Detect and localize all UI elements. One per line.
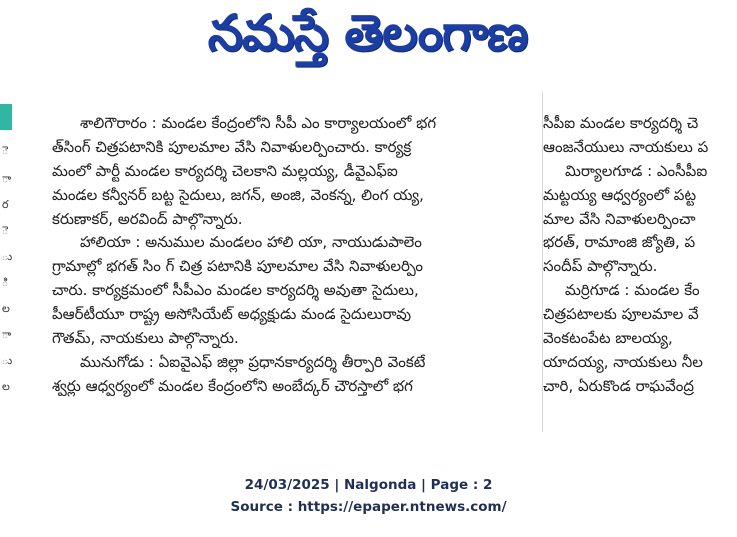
article-line: వెంకటంపేట బాలయ్య, [543,329,673,348]
article-line: పీఆర్‌టీయూ రాష్ట్ర అసోసియేట్ అధ్యక్షుడు మండ సైదులురావు [52,305,412,324]
fragment-glyph: ు [2,354,13,367]
main-article-column [30,86,542,438]
fragment-glyph: ి [2,276,9,289]
article-line: చారు. కార్యక్రమంలో సీపీఎం మండల కార్యదర్శి అవుతా సైదులు, [52,281,419,300]
article-line: చిత్రపటాలకు పూలమాల వే [543,305,699,324]
article-line: గ్రామాల్లో భగత్ సిం గ్ చిత్ర పటానికి పూలమాల వేసి నివాళులర్పిం [52,257,423,276]
article-line: ఆంజనేయులు నాయకులు ప [543,137,709,156]
cropped-line-remnant [543,86,737,94]
footer [0,474,737,518]
fragment-glyph: ా [2,172,12,185]
article-line: భరత్, రామాంజి జ్యోతి, ప [543,233,696,252]
article-line: మండల కన్వీనర్ బట్ట సైదులు, జగన్, అంజి, వెంకన్న, లింగ య్య, [52,185,424,204]
main-article-text [52,112,530,399]
left-column-fragment [0,86,31,438]
fragment-glyph: ె [2,144,9,157]
article-line: యాదయ్య, నాయకులు నీల [543,352,703,371]
article-line: హాలియా : అనుముల మండలం హాలి యా, నాయుడుపాలెం [80,233,422,252]
article-line: సందీప్ పాల్గొన్నారు. [543,257,658,276]
fragment-glyph: ల [2,380,10,393]
article-line: మట్టయ్య ఆధ్వర్యంలో పట్ట [543,185,697,204]
article-line: శ్వర్లు ఆధ్వర్యంలో మండల కేంద్రంలోని అంబేద్కర్ చౌరస్తాలో భగ [52,376,413,395]
right-article-text [543,112,737,399]
article-line: చారి, ఏరుకొండ రాఘవేంద్ర [543,376,694,395]
article-line: మాల వేసి నివాళులర్పించా [543,209,696,228]
fragment-glyph: ల [2,302,10,315]
right-article-column [543,86,737,438]
masthead [0,0,737,82]
teal-marker [0,104,12,130]
article-line: శాలిగౌరారం : మండల కేంద్రంలోని సీపీ ఎం కార్యాలయంలో భగ [80,114,437,132]
article-line: కరుణాకర్, అరవింద్ పాల్గొన్నారు. [52,209,243,228]
fragment-glyph: ె [2,224,9,237]
cropped-line-remnant [30,86,542,94]
article-line: గౌతమ్, నాయకులు పాల్గొన్నారు. [52,329,239,348]
article-line: మంలో పార్టీ మండల కార్యదర్శి చెలకాని మల్లయ్య, డీవైఎఫ్‌ఐ [52,161,398,180]
fragment-glyph: ా [2,328,12,341]
article-line: మునుగోడు : ఏఐవైఎఫ్ జిల్లా ప్రధానకార్యదర్శి తీర్పారి వెంకటే [80,352,426,371]
fragment-glyph: ర [2,198,9,211]
edition-meta: 24/03/2025 | Nalgonda | Page : 2 [244,477,493,493]
article-line: త్‌సింగ్ చిత్రపటానికి పూలమాల వేసి నివాళులర్పించారు. కార్యక్ర [52,137,412,156]
fragment-glyph: ు [2,250,13,263]
newspaper-logo: నమస్తే తెలంగాణ [207,3,528,62]
article-line: సీపీఐ మండల కార్యదర్శి చె [543,114,699,132]
source-link[interactable]: Source : https://epaper.ntnews.com/ [230,499,507,515]
article-line: మిర్యాలగూడ : ఎంసీపీఐ [565,161,708,180]
article-line: మర్రిగూడ : మండల కేం [565,281,700,300]
